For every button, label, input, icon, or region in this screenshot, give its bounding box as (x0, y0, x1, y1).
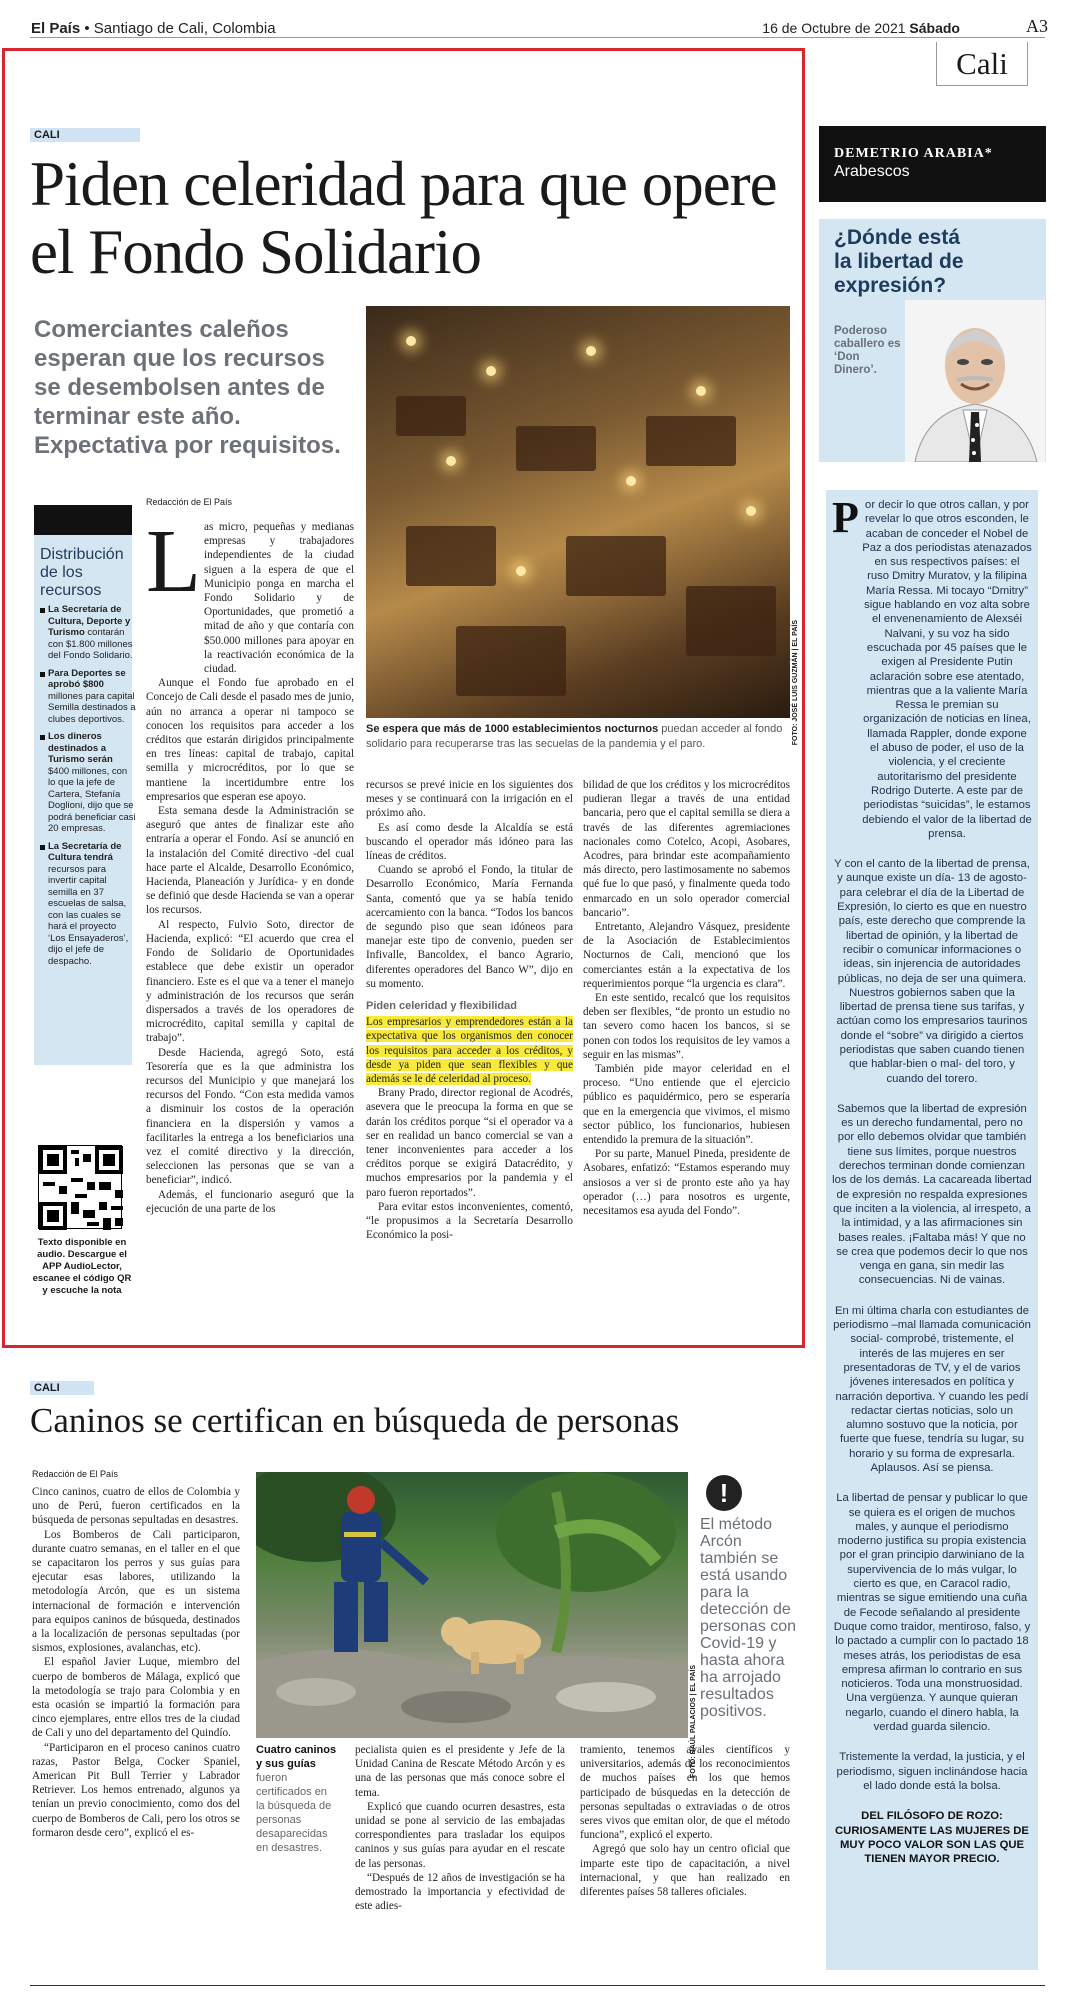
paragraph: recursos se prevé inicie en los siguientes dos meses y se continuará con la irrigación en el próximo año. (366, 779, 573, 820)
second-section-tag: CALI (30, 1381, 94, 1395)
exclamation-icon: ! (706, 1475, 742, 1511)
main-column-2 (366, 778, 573, 1243)
masthead-date (762, 20, 960, 36)
bottom-divider (30, 1985, 1045, 1986)
main-column-3 (583, 778, 790, 1218)
paragraph: pecialista quien es el presidente y Jefe de la Unidad Canina de Rescate Método Arcón y es una de las personas que más conoce sobre el tema. (355, 1744, 565, 1799)
sidebar-item: La Secretaría de Cultura tendrá recursos para invertir capital semilla en 37 escuelas de salsa, con las cuales se hará el proyecto ‘Los Ensayaderos’, dijo el jefe de despacho. (40, 841, 136, 968)
sidebar-title: Distribución de los recursos (40, 546, 124, 599)
caption-bold: Cuatro caninos y sus guías (256, 1744, 337, 1770)
main-column-1 (146, 520, 354, 1216)
location: • Santiago de Cali, Colombia (84, 20, 276, 37)
opinion-paragraph: La libertad de pensar y publicar lo que se quiera es el origen de muchos males, y aunque el periodismo moderno justifica su propia existencia por el gran principio darwiniano de la supervivencia de lo más vulgar, lo cierto es que, en Caracol radio, mientras se sigue emitiendo una cuña de Fecode señalando al presidente Duque como traidor, mentiroso, falso, y lo pactado a cumplir con lo pactado 18 meses atrás, los periodistas de esa empresa afirman lo contrario en sus noticieros. Toda una monstruosidad. Una vergüenza. Y aunque quieran negarlo, cuando el dinero habla, la verdad guarda silencio. (833, 1492, 1031, 1734)
paragraph: Desde Hacienda, agregó Soto, está Tesorería que es la que administra los recursos del Municipio y que manejará los recursos del Fondo. “Con esta medida vamos a disminuir los costos de la operación financiera en la dispersión y vamos a facilitarles la entrega a los beneficiarios una vez el comité directivo y la dirección, seleccionen las personas que se van a beneficiar”, indicó. (146, 1046, 354, 1187)
second-column-1 (32, 1485, 240, 1840)
main-byline: Redacción de El País (146, 497, 233, 507)
main-photo-caption (366, 722, 796, 752)
opinion-dropcap: P (832, 493, 859, 542)
paragraph: Brany Prado, director regional de Acodrés, asevera que le preocupa la forma en que se darán los créditos porque “si el operador va a ser en realidad un banco comercial se van a tener inconvenientes para acceder a los créditos porque se exigirá Datacrédito, y muchos empresarios por la pandemia y el paro fueron reportados”. (366, 1087, 573, 1199)
paragraph: En este sentido, recalcó que los requisitos deben ser flexibles, “de pronto un estudio no tan severo como hacen los bancos, si se ponen con todos los requisitos de ley vamos a seguir en las mismas”. (583, 992, 790, 1061)
paragraph: Agregó que solo hay un centro oficial que imparte este tipo de capacitación, a nivel internacional, y que han realizado en diferentes países 58 talleres oficiales. (580, 1843, 790, 1899)
main-photo-restaurant-interior (366, 306, 790, 718)
second-column-2 (355, 1743, 565, 1913)
qr-code-icon[interactable] (38, 1145, 122, 1229)
paper-name: El País (31, 20, 81, 37)
paragraph: Por su parte, Manuel Pineda, presidente de Asobares, enfatizó: “Estamos esperando muy ansiosos a ver si de pronto este año ya hay operador (…) para nosotros es urgente, necesitamos esa ayuda del Fondo”. (583, 1148, 790, 1218)
second-photo-rescue-dog (256, 1472, 688, 1738)
paragraph: Explicó que cuando ocurren desastres, esta unidad se pone al servicio de las embajadas correspondientes para trasladar los equipos caninos y sus guías para ayudar en el rescate de las personas. (355, 1800, 565, 1870)
paragraph: Cinco caninos, cuatro de ellos de Colombia y uno de Perú, fueron certificados en la búsqueda de personas sepultadas en desastres. (32, 1486, 240, 1527)
subheading: Piden celeridad y flexibilidad (366, 1000, 517, 1013)
opinion-body (832, 493, 1032, 1882)
paragraph: Aunque el Fondo fue aprobado en el Concejo de Cali desde el pasado mes de junio, aún no arranca a operar ni tampoco se conocen los requisitos para acceder a los créditos que estarán dirigidos principalmente en tres líneas: capital de trabajo, capital semilla y microcréditos, por lo que se mantiene la incertidumbre entre los empresarios que esperan ese apoyo. (146, 677, 354, 803)
opinion-footer: DEL FILÓSOFO DE ROZO: CURIOSAMENTE LAS MUJERES DE MUY POCO VALOR SON LAS QUE TIENEN MAYOR PRECIO. (835, 1810, 1029, 1866)
paragraph: El español Javier Luque, miembro del cuerpo de bomberos de Málaga, explicó que la metodología se trajo para Colombia y en esta ocasión se impartió la formación para cinco ejemplares, entre ellos tres de la ciudad de Cali y uno del departamento del Quindío. (32, 1656, 240, 1740)
caption-bold: Se espera que más de 1000 establecimientos nocturnos (366, 723, 659, 735)
second-photo-caption (256, 1743, 338, 1855)
second-headline: Caninos se certifican en búsqueda de personas (30, 1401, 680, 1440)
paragraph: bilidad de que los créditos y los microcréditos pudieran llegar a través de una entidad bancaria, pero que el capital semilla se diera a través de las diferentes agremiaciones nacionales como Cotelco, Acopi, Asobares, Acodres, para brindar este acompañamiento más directo, pero lastimosamente no sabemos qué fue lo que pasó, y finalmente queda todo enmarcado en un solo operador comercial bancario”. (583, 779, 790, 919)
sidebar-item: La Secretaría de Cultura, Deporte y Turismo contarán con $1.800 millones del Fondo Solidario. (40, 604, 136, 662)
section-label: Cali (936, 42, 1028, 86)
main-section-tag: CALI (30, 128, 140, 142)
paragraph: “Participaron en el proceso caninos cuatro razas, Pastor Belga, Cocker Spaniel, American Pit Bull Terrier y Labrador Retriever. Los hemos entrenado, algunos ya tenían un previo conocimiento, como dos del cuerpo de Bomberos de Cali, pero los otros se formaron desde cero”, explicó el es- (32, 1741, 240, 1839)
main-headline: Piden celeridad para que opere el Fondo Solidario (30, 149, 777, 287)
highlighted-paragraph: Los empresarios y emprendedores están a la expectativa que los organismos den conocer los requisitos para acceder a los créditos, y desde ya piden que sean flexibles y que además se le dé celeridad al proceso. (366, 1016, 573, 1086)
main-photo-credit: FOTO: JOSÉ LUIS GUZMÁN | EL PAÍS (792, 620, 799, 746)
paragraph: Al respecto, Fulvio Soto, director de Hacienda, explicó: “El acuerdo que crea el Fondo de Solidario de Oportunidades establece que debe existir un operador financiero. Este es el que va a tener el manejo y administración de los recursos que serán dispersados a través de los operadores de microcrédito, capital semilla y capital de trabajo”. (146, 918, 354, 1045)
paragraph: as micro, pequeñas y medianas empresas y trabajadores independientes de la ciudad siguen a la espera de que el Municipio ponga en marcha el Fondo Solidario y de Oportunidades, que prometió a mitad de año y que contaría con $50.000 millones para apoyar en la reactivación económica de la ciudad. (204, 521, 354, 676)
opinion-paragraph: or decir lo que otros callan, y por revelar lo que otros esconden, le acaban de conceder el Nobel de Paz a dos periodistas atenazados en sus respectivos países: el ruso Dmitry Muratov, y la filipina María Ressa. Mi tocayo “Dmitry” sigue hablando en voz alta sobre el envenenamiento de Alexséi Nalvani, y su voz ha sido escuchada por 45 países que le exigen al Presidente Putin aclaración sobre ese atentado, mientras que a la valiente María Ressa le premian su organización de noticias en línea, llamada Rappler, donde expone el abuso de poder, el uso de la violencia, y el creciente autoritarismo del presidente Rodrigo Duterte. A este par de periodistas “suicidas”, le estamos debiendo el valor de la libertad de prensa. (862, 499, 1032, 840)
author-portrait (905, 300, 1045, 462)
main-dropcap: L (146, 512, 201, 611)
masthead-paper-location (31, 20, 276, 37)
top-divider (30, 37, 1045, 38)
paragraph: Los Bomberos de Cali participaron, durante cuatro semanas, en el taller en el que se capacitaron los perros y sus guías para ejecutar esas labores, utilizando la metodología Arcón, que es un sistema internacional de formación e intervención para equipos caninos de búsqueda, destinados a la localización de personas sepultadas (por sismos, explosiones, avalanchas, etc). (32, 1528, 240, 1655)
paragraph: tramiento, tenemos avales científicos y universitarios, además de los reconocimientos de muchos países en los que hemos participado de búsquedas en la detección de personas sepultadas o extraviadas o de otros seres vivos que emitan olor, de que el método funciona”, explicó el experto. (580, 1744, 790, 1842)
sidebar-header-bar (34, 505, 132, 535)
page-number: A3 (1026, 16, 1048, 36)
opinion-title: ¿Dónde está la libertad de expresión? (834, 226, 964, 297)
sidebar-item: Para Deportes se aprobó $800 millones para capital Semilla destinados a clubes deportivos. (40, 668, 136, 726)
second-byline: Redacción de El País (32, 1469, 119, 1479)
opinion-paragraph: Y con el canto de la libertad de prensa, y aunque existe un día- 13 de agosto- para celebrar el día de la Libertad de Expresión, lo cierto es que en nuestro país, este derecho que comprende la libertad de opinión, y la libertad de recibir o comunicar informaciones o ideas, sin injerencia de autoridades públicas, no deja de ser una quimera. Nuestros gobiernos saben que la libertad de prensa tiene sus tarifas, y actúan como los empresarios taurinos donde el “sobre” va dirigido a ciertos periodistas que saben cuando tienen que hablar-bien o mal- del toro, y cuando del torero. (834, 858, 1030, 1085)
sidebar-item: Los dineros destinados a Turismo serán $400 millones, con lo que la jefe de Cartera, Stefanía Doglioni, dijo que se podrá beneficiar casi 20 empresas. (40, 731, 136, 835)
paragraph: También pide mayor celeridad en el proceso. “Uno entiende que el ejercicio público es paquidérmico, pero se esperaría que en la emergencia que vivimos, el mismo sector público, los funcionarios, hubiesen entendido la premura de la situación”. (583, 1063, 790, 1147)
paragraph: Además, el funcionario aseguró que la ejecución de una parte de los (146, 1188, 354, 1215)
date: 16 de Octubre de 2021 (762, 20, 906, 36)
main-subtitle: Comerciantes caleños esperan que los recursos se desembolsen antes de terminar este año. Expectativa por requisitos. (34, 316, 341, 459)
opinion-paragraph: Tristemente la verdad, la justicia, y el periodismo, siguen inclinándose hacia el lado donde está la bolsa. (836, 1751, 1028, 1792)
second-note: El método Arcón también se está usando para la detección de personas con Covid-19 y hasta ahora ha arrojado resultados positivos. (700, 1516, 797, 1720)
paragraph: Para evitar estos inconvenientes, comentó, “le propusimos a la Secretaría Desarrollo Económico la posi- (366, 1200, 573, 1242)
opinion-author: DEMETRIO ARABIA* (834, 146, 993, 161)
paragraph: Cuando se aprobó el Fondo, la titular de Desarrollo Económico, María Fernanda Santa, comentó que ya se había tenido acercamiento con la banca. “Todos los bancos de segundo piso que sean idóneos para manejar este tipo de convenio, pueden ser Infivalle, Bancoldex, el banco Agrario, diferentes operadores del Banco W”, dijo en su momento. (366, 864, 573, 990)
qr-instructions: Texto disponible en audio. Descargue el APP AudioLector, escanee el código QR y escuche la nota (32, 1237, 132, 1296)
paragraph: Esta semana desde la Administración se aseguró que antes de finalizar este año entraría a operar el Fondo. Así se anunció en la instalación del Comité directivo -del cual hace parte el Alcalde, Desarrollo Económico, Hacienda, Planeación y Jurídica- y en donde se definió que desde Hacienda se van a operar los recursos. (146, 805, 354, 917)
paragraph: “Después de 12 años de investigación se ha demostrado la importancia y efectividad de este adies- (355, 1871, 565, 1913)
paragraph: Entretanto, Alejandro Vásquez, presidente de la Asociación de Establecimientos Nocturnos de Cali, mencionó que los comerciantes están a la expectativa de los requerimientos porque “la urgencia es clara”. (583, 921, 790, 990)
opinion-paragraph: Sabemos que la libertad de expresión es un derecho fundamental, pero no por ello debemos olvidar que también tiene sus límites, porque nuestros derechos terminan donde comienzan los de los demás. La cacareada libertad de expresión no respalda expresiones que inciten a la violencia, al irrespeto, a la intimidad, y a las afirmaciones sin bases reales. ¡Faltaba más! Y que no se crea que podemos decir lo que nos venga en gana, sin medir las consecuencias. Ni de vainas. (832, 1102, 1032, 1287)
sidebar-list (40, 604, 136, 973)
opinion-column-name: Arabescos (834, 163, 910, 180)
paragraph: Es así como desde la Alcaldía se está buscando el operador más idóneo para las líneas de créditos. (366, 821, 573, 863)
caption-text: fueron certificados en la búsqueda de personas desaparecidas en desastres. (256, 1772, 332, 1854)
weekday: Sábado (909, 20, 960, 36)
second-column-3 (580, 1743, 790, 1899)
opinion-paragraph: En mi última charla con estudiantes de periodismo –mal llamada comunicación social- comprobé, tristemente, el interés de las mujeres en ser presentadoras de TV, y el de varios jóvenes interesados en política y narración deportiva. Y cuando les pedí redactar ciertas noticias, solo un alumno sostuvo que la noticia, por fuerte que fuese, tendría su lugar, su horario y su forma de expresarla. Aplausos. Así se piensa. (833, 1304, 1031, 1474)
opinion-tagline: Poderoso caballero es ‘Don Dinero’. (834, 325, 901, 376)
caption-text: puedan acceder al fondo solidario para recuperarse tras las secuelas de la pandemia y el paro. (366, 723, 783, 750)
second-photo-credit: FOTO: RAÚL PALACIOS | EL PAÍS (690, 1665, 697, 1778)
